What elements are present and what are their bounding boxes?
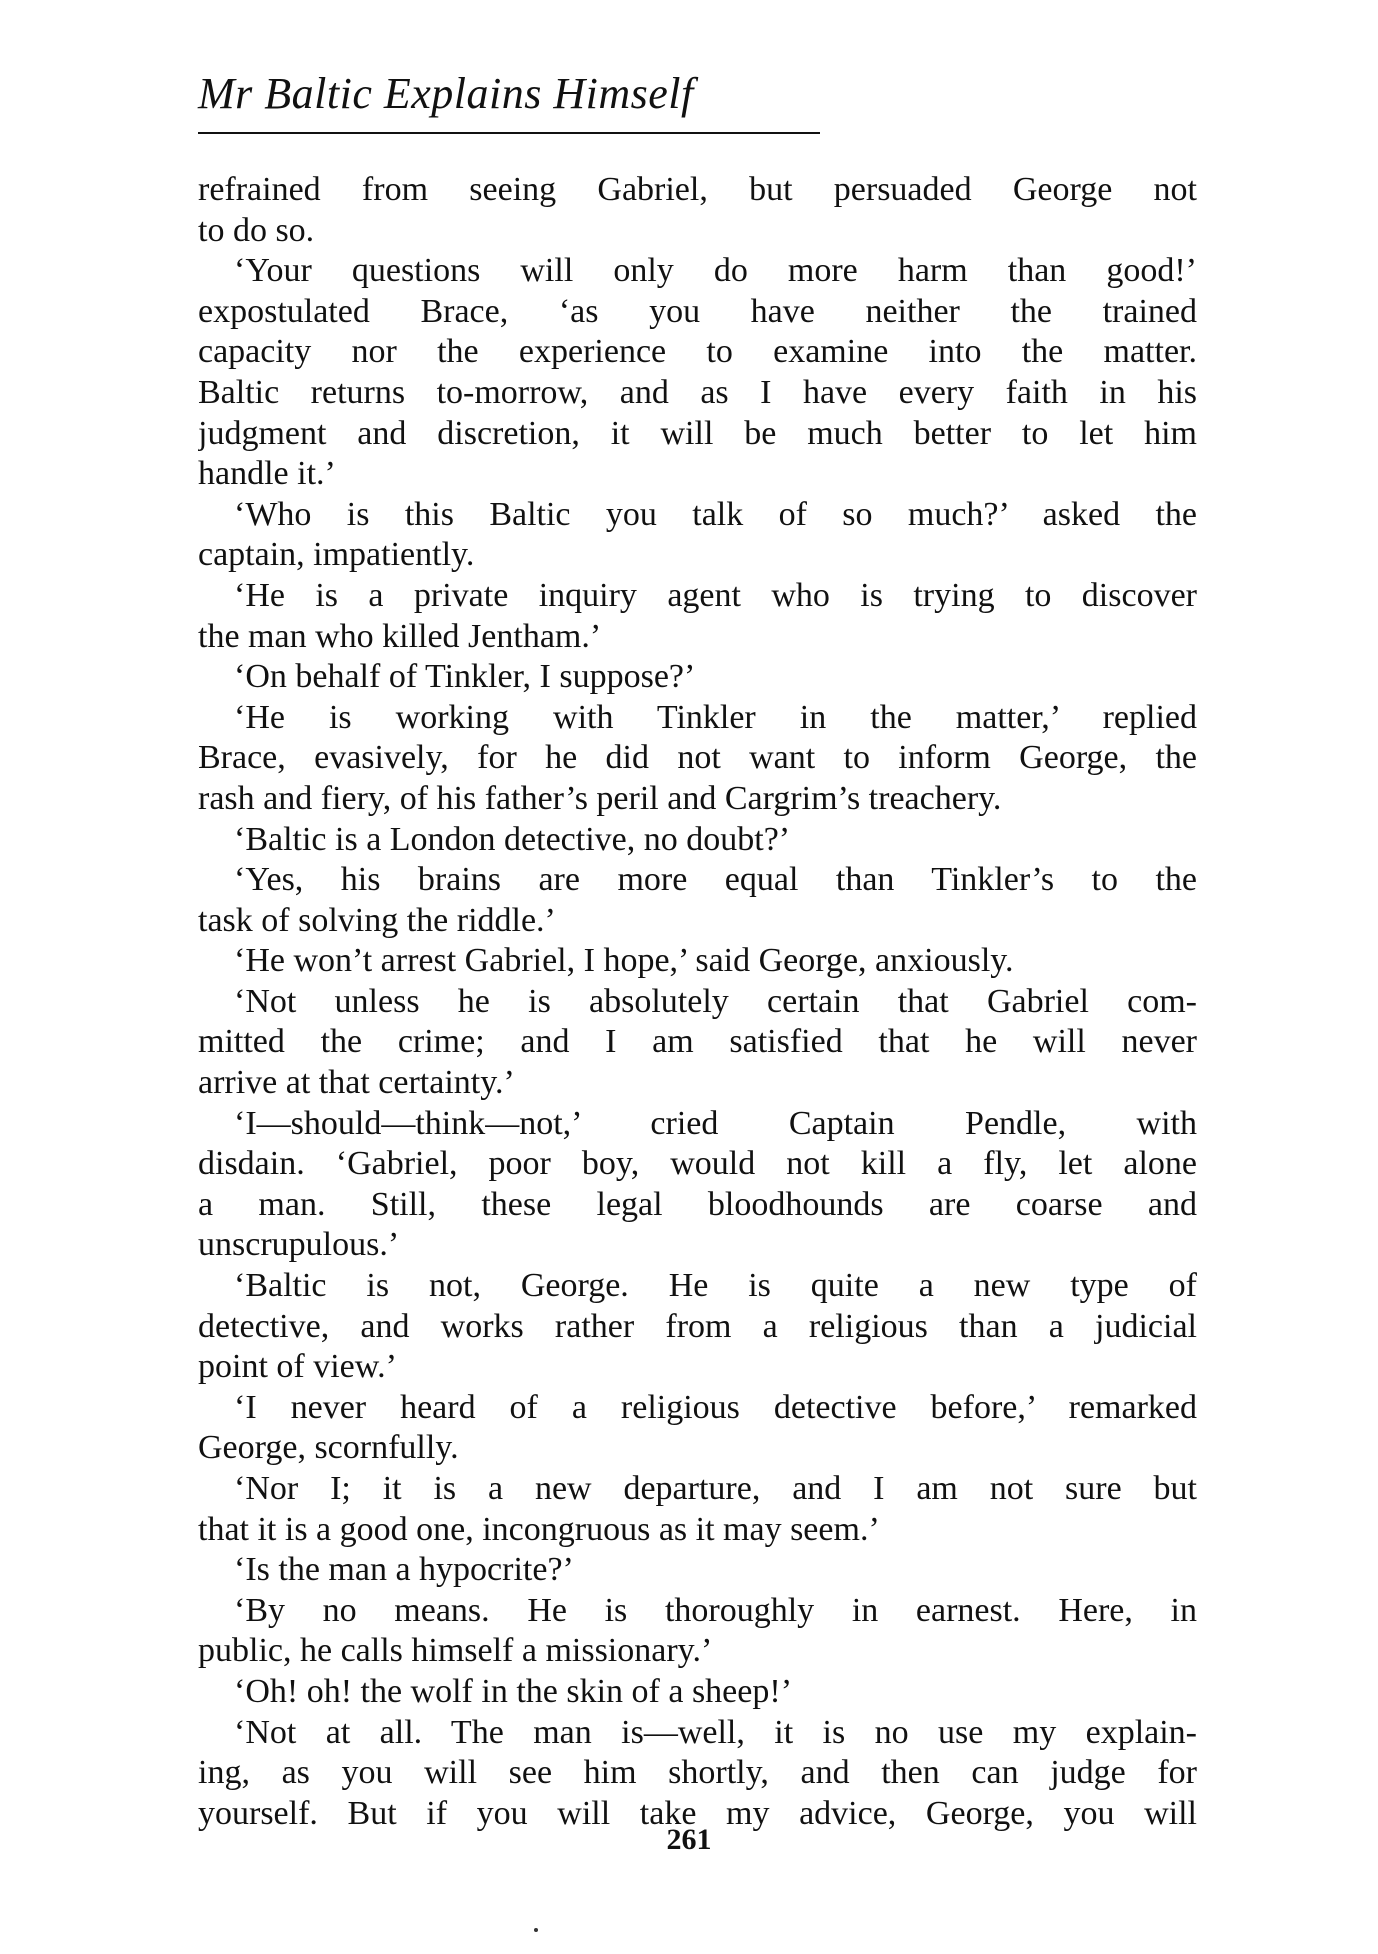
body-text: [198, 170, 1197, 1834]
text-line: ‘Yes, his brains are more equal than Tinkler’s to the: [234, 861, 1197, 899]
text-line: detective, and works rather from a religious than a judicial: [198, 1307, 1197, 1345]
text-line: ‘Who is this Baltic you talk of so much?’ asked the: [234, 495, 1197, 533]
text-line: ‘He is a private inquiry agent who is trying to discover: [234, 576, 1197, 614]
text-line: arrive at that certainty.’: [198, 1064, 515, 1102]
text-line: George, scornfully.: [198, 1429, 459, 1467]
text-line: public, he calls himself a missionary.’: [198, 1632, 713, 1670]
running-head-rule: [198, 132, 820, 134]
text-line: point of view.’: [198, 1348, 397, 1386]
text-line: Baltic returns to-morrow, and as I have every faith in his: [198, 373, 1197, 411]
text-line: ‘Baltic is a London detective, no doubt?’: [234, 820, 791, 858]
text-line: ‘Baltic is not, George. He is quite a new type of: [234, 1267, 1197, 1305]
text-line: ‘Your questions will only do more harm than good!’: [234, 252, 1197, 290]
text-line: rash and fiery, of his father’s peril and Cargrim’s treachery.: [198, 779, 1002, 817]
running-head: Mr Baltic Explains Himself: [198, 69, 694, 118]
text-line: ‘He won’t arrest Gabriel, I hope,’ said George, anxiously.: [234, 942, 1014, 980]
text-line: task of solving the riddle.’: [198, 901, 556, 939]
text-line: unscrupulous.’: [198, 1226, 400, 1264]
page-number: 261: [666, 1823, 712, 1856]
text-line: Brace, evasively, for he did not want to inform George, the: [198, 739, 1197, 777]
text-line: that it is a good one, incongruous as it may seem.’: [198, 1510, 880, 1548]
text-line: expostulated Brace, ‘as you have neither the trained: [198, 292, 1197, 330]
text-line: to do so.: [198, 211, 315, 249]
text-line: disdain. ‘Gabriel, poor boy, would not kill a fly, let alone: [198, 1145, 1197, 1183]
text-line: ‘By no means. He is thoroughly in earnest. Here, in: [234, 1591, 1197, 1629]
print-speck: [534, 1928, 538, 1932]
text-line: ‘Not unless he is absolutely certain that Gabriel com-: [234, 982, 1197, 1020]
text-line: ‘Oh! oh! the wolf in the skin of a sheep!’: [234, 1672, 793, 1710]
text-line: captain, impatiently.: [198, 536, 475, 574]
text-line: a man. Still, these legal bloodhounds are coarse and: [198, 1185, 1197, 1223]
text-line: capacity nor the experience to examine into the matter.: [198, 333, 1197, 371]
text-line: ‘I—should—think—not,’ cried Captain Pendle, with: [234, 1104, 1197, 1142]
text-line: ‘I never heard of a religious detective before,’ remarked: [234, 1388, 1197, 1426]
text-line: refrained from seeing Gabriel, but persuaded George not: [198, 171, 1197, 208]
text-line: ‘Is the man a hypocrite?’: [234, 1551, 574, 1589]
text-line: ‘Not at all. The man is—well, it is no use my explain-: [234, 1713, 1197, 1751]
text-line: handle it.’: [198, 455, 336, 493]
text-line: ing, as you will see him shortly, and then can judge for: [198, 1754, 1197, 1792]
text-line: ‘Nor I; it is a new departure, and I am not sure but: [234, 1470, 1197, 1507]
text-line: judgment and discretion, it will be much better to let him: [198, 414, 1197, 452]
text-line: mitted the crime; and I am satisfied that he will never: [198, 1023, 1197, 1061]
text-line: yourself. But if you will take my advice, George, you will: [198, 1794, 1197, 1832]
text-line: ‘He is working with Tinkler in the matter,’ replied: [234, 698, 1197, 736]
text-line: the man who killed Jentham.’: [198, 617, 602, 655]
text-line: ‘On behalf of Tinkler, I suppose?’: [234, 658, 696, 696]
